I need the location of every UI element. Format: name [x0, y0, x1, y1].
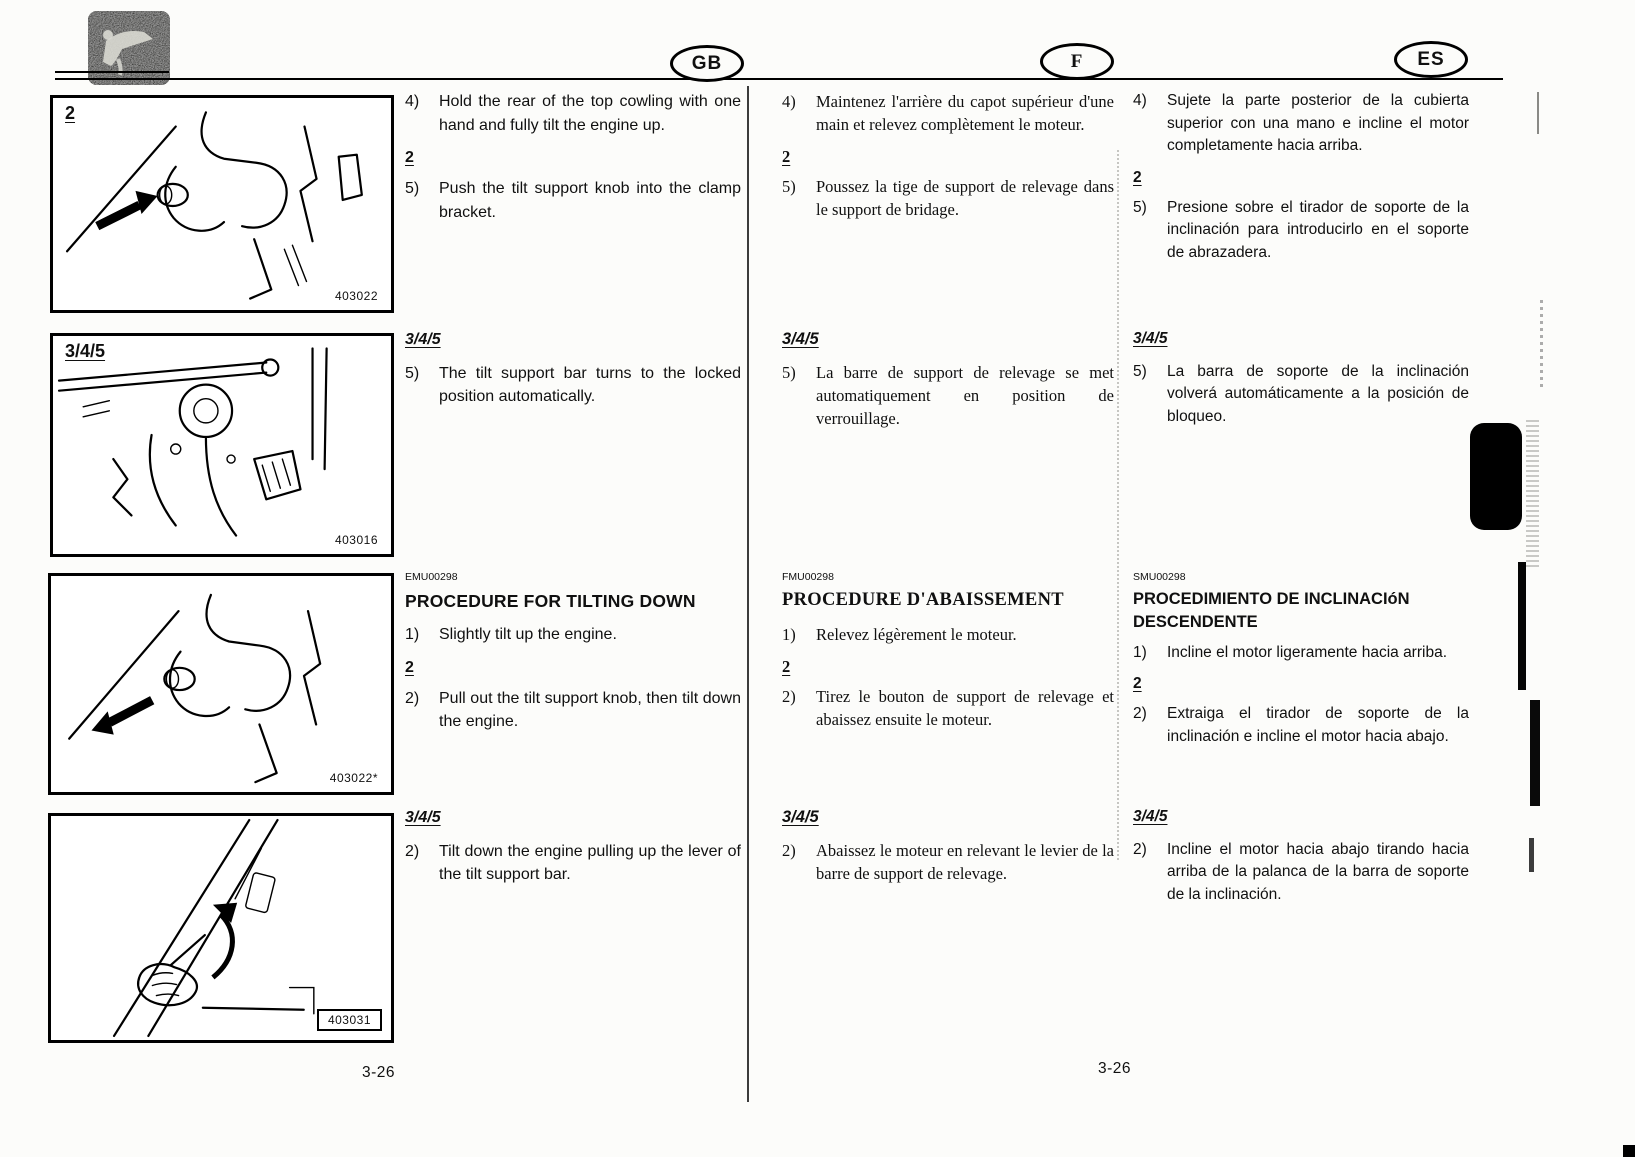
step-number: 4) — [405, 93, 420, 110]
es-column-mid — [1133, 328, 1469, 434]
step — [782, 175, 1114, 221]
step-text: Presione sobre el tirador de soporte de la inclinación para introducirlo en el soporte de abrazadera. — [1167, 198, 1469, 261]
engine-ref-label: 3/4/5 — [1133, 808, 1168, 825]
step-text: The tilt support bar turns to the locked position automatically. — [439, 364, 741, 406]
step-number: 5) — [1133, 198, 1147, 216]
figure-number: 403022* — [329, 771, 378, 785]
engine-ref-label: 2 — [405, 149, 414, 167]
step — [1133, 361, 1469, 429]
header-rule-short — [55, 71, 169, 73]
section-code: EMU00298 — [405, 571, 458, 583]
section-code: FMU00298 — [782, 571, 834, 583]
badge-es-label: ES — [1417, 48, 1445, 70]
step-text: Incline el motor hacia abajo tirando hacia arriba de la palanca de la barra de soporte de la inclinación. — [1167, 840, 1469, 903]
es-column-top — [1133, 90, 1469, 269]
step — [405, 362, 741, 409]
step-number: 2) — [1133, 840, 1147, 858]
section-heading: PROCEDURE FOR TILTING DOWN — [405, 590, 696, 611]
figure-illustration — [51, 816, 391, 1040]
step-number: 1) — [782, 624, 796, 644]
step-text: Push the tilt support knob into the clamp bracket. — [439, 180, 741, 221]
step-text: Abaissez le moteur en relevant le levier de la barre de support de relevage. — [816, 841, 1114, 884]
step-text: Sujete la parte posterior de la cubierta superior con una mano e incline el motor completamente hacia arriba. — [1167, 92, 1469, 155]
section-heading: PROCEDIMIENTO DE INCLINACIóN DESCENDENTE — [1133, 590, 1410, 631]
figure-ref-label: 3/4/5 — [65, 341, 106, 361]
stamp-graphic — [88, 11, 170, 85]
figure-number: 403016 — [334, 533, 378, 547]
step-number: 5) — [405, 364, 420, 382]
es-column-procedure — [1133, 570, 1469, 753]
engine-ref-label: 3/4/5 — [405, 809, 441, 826]
page-number-right: 3-26 — [1098, 1060, 1132, 1077]
scan-edge-mark — [1529, 838, 1534, 872]
column-divider-dotted — [1117, 150, 1119, 860]
step-text: La barre de support de relevage se met automatiquement en position de verrouillage. — [816, 363, 1114, 429]
step-number: 4) — [1133, 92, 1147, 109]
outboard-motor-stamp-image — [88, 11, 170, 85]
step-text: Extraiga el tirador de soporte de la inclinación e incline el motor hacia abajo. — [1167, 705, 1469, 745]
step — [782, 623, 1114, 646]
figure-tilt-support-bar-lever — [48, 813, 394, 1043]
scan-edge-mark — [1540, 300, 1543, 390]
fr-column-bottom — [782, 806, 1114, 890]
step-number: 2) — [782, 841, 796, 861]
figure-ref-label: 2 — [65, 103, 76, 123]
figure-illustration — [53, 336, 391, 554]
en-column-mid — [405, 328, 741, 414]
step-number: 5) — [1133, 362, 1147, 380]
scan-corner-mark — [1623, 1145, 1635, 1157]
engine-ref-label: 3/4/5 — [782, 330, 819, 348]
en-column-top — [405, 90, 741, 229]
fr-column-top — [782, 90, 1114, 226]
page-number-left: 3-26 — [362, 1064, 396, 1081]
step-number: 2) — [405, 689, 420, 707]
engine-ref-label: 2 — [405, 659, 414, 677]
step — [1133, 839, 1469, 907]
language-badge-gb — [670, 45, 744, 82]
step-number: 1) — [1133, 643, 1147, 661]
step — [1133, 90, 1469, 158]
figure-illustration — [53, 98, 391, 310]
es-column-bottom — [1133, 806, 1469, 912]
engine-ref-label: 3/4/5 — [1133, 330, 1168, 347]
step-number: 4) — [782, 92, 796, 111]
column-divider — [747, 86, 749, 1102]
step-text: Poussez la tige de support de relevage dans le support de bridage. — [816, 177, 1114, 220]
language-badge-es — [1394, 41, 1468, 78]
engine-ref-label: 3/4/5 — [782, 808, 819, 826]
step — [1133, 642, 1469, 665]
step — [782, 90, 1114, 136]
step — [405, 623, 741, 647]
header-rule — [55, 78, 1503, 80]
step-text: Slightly tilt up the engine. — [439, 626, 617, 644]
language-badge-f — [1040, 43, 1114, 80]
step — [405, 840, 741, 887]
badge-f-label: F — [1070, 50, 1084, 72]
engine-ref-label: 2 — [1133, 675, 1142, 693]
step — [1133, 703, 1469, 748]
step-text: Tirez le bouton de support de relevage et abaissez ensuite le moteur. — [816, 686, 1114, 729]
step-text: Incline el motor ligeramente hacia arriba. — [1167, 643, 1447, 661]
step-number: 5) — [782, 177, 796, 197]
scan-edge-texture — [1526, 420, 1539, 568]
figure-number: 403022 — [334, 289, 378, 303]
step-text: Hold the rear of the top cowling with one hand and fully tilt the engine up. — [439, 93, 741, 134]
figure-tilt-support-knob-pull — [48, 573, 394, 795]
thumb-index-tab — [1470, 423, 1522, 530]
step-number: 2) — [405, 842, 420, 860]
step-text: La barra de soporte de la inclinación volverá automáticamente a la posición de bloqueo. — [1167, 362, 1469, 425]
section-code: SMU00298 — [1133, 571, 1186, 583]
fr-column-procedure — [782, 570, 1114, 736]
step — [405, 177, 741, 224]
section-heading: PROCEDURE D'ABAISSEMENT — [782, 589, 1064, 610]
step — [405, 90, 741, 137]
step — [1133, 197, 1469, 265]
step — [782, 839, 1114, 885]
engine-ref-label: 3/4/5 — [405, 331, 441, 348]
scan-edge-bar — [1518, 562, 1526, 690]
figure-tilt-support-bar-lock — [50, 333, 394, 557]
scan-edge-mark — [1537, 92, 1539, 134]
figure-tilt-support-knob-push — [50, 95, 394, 313]
step-text: Pull out the tilt support knob, then tilt down the engine. — [439, 689, 741, 731]
badge-gb-label: GB — [691, 52, 723, 74]
fr-column-mid — [782, 328, 1114, 435]
step-text: Tilt down the engine pulling up the lever of the tilt support bar. — [439, 842, 741, 884]
step — [782, 685, 1114, 731]
step-text: Maintenez l'arrière du capot supérieur d'une main et relevez complètement le moteur. — [816, 92, 1114, 135]
step-number: 5) — [405, 180, 420, 198]
step-number: 5) — [782, 363, 796, 383]
figure-number: 403031 — [317, 1009, 382, 1031]
step — [782, 361, 1114, 430]
en-column-procedure — [405, 570, 741, 739]
step-number: 2) — [1133, 705, 1147, 723]
engine-ref-label: 2 — [782, 656, 791, 676]
engine-ref-label: 2 — [1133, 168, 1142, 186]
figure-illustration — [51, 576, 391, 792]
en-column-bottom — [405, 806, 741, 892]
scan-edge-bar — [1530, 700, 1540, 806]
step-number: 1) — [405, 626, 420, 644]
step-number: 2) — [782, 686, 796, 706]
step — [405, 687, 741, 734]
engine-ref-label: 2 — [782, 147, 791, 167]
step-text: Relevez légèrement le moteur. — [816, 624, 1017, 644]
